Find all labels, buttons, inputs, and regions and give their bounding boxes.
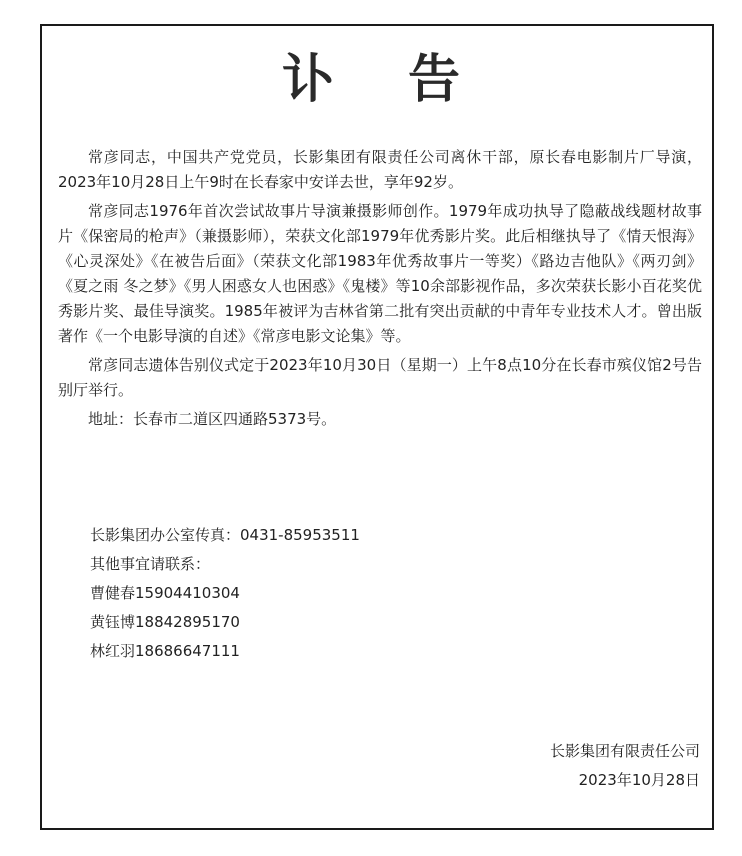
page-title: 讣 告: [281, 50, 489, 110]
paragraph-farewell-ceremony: 常彦同志遗体告别仪式定于2023年10月30日（星期一）上午8点10分在长春市殡仪馆2号告别厅举行。: [58, 356, 702, 399]
contact-person-3: 林红羽18686647111: [90, 642, 240, 660]
signature-date: 2023年10月28日: [578, 771, 700, 789]
contact-person-2: 黄钰博18842895170: [90, 613, 240, 631]
signature-block: [550, 737, 700, 795]
paragraph-address: 地址：长春市二道区四通路5373号。: [88, 410, 337, 428]
fax-line: 长影集团办公室传真：0431-85953511: [90, 526, 360, 544]
paragraph-death-announcement: 常彦同志，中国共产党党员，长影集团有限责任公司离休干部，原长春电影制片厂导演，2023年10月28日上午9时在长春家中安详去世，享年92岁。: [58, 148, 702, 191]
notice-body: [58, 145, 702, 436]
signature-organization: 长影集团有限责任公司: [549, 742, 700, 760]
contact-info: [90, 521, 360, 666]
contact-person-1: 曹健春15904410304: [90, 584, 240, 602]
other-contact-label: 其他事宜请联系：: [90, 555, 211, 573]
paragraph-career: 常彦同志1976年首次尝试故事片导演兼摄影师创作。1979年成功执导了隐蔽战线题材故事片《保密局的枪声》（兼摄影师），荣获文化部1979年优秀影片奖。此后相继执导了《情天恨海》《心灵深处》《在被告后面》（荣获文化部1983年优秀故事片一等奖）《路边吉他队》《两刃剑》《夏之雨 冬之梦》《男人困惑女人也困惑》《鬼楼》等10余部影视作品，多次荣获长影小百花奖优秀影片奖、最佳导演奖。1985年被评为吉林省第二批有突出贡献的中青年专业技术人才。曾出版著作《一个电影导演的自述》《常彦电影文论集》等。: [58, 202, 702, 345]
